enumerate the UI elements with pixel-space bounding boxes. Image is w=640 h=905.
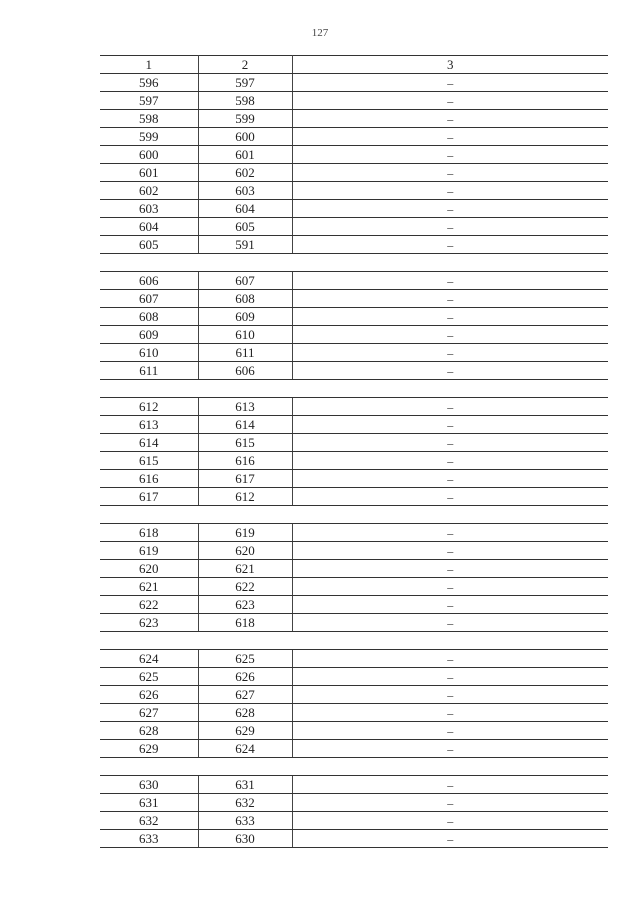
table-cell-col-2: 601 [198,146,292,164]
group-separator [100,506,608,524]
group-separator [100,632,608,650]
table-cell-col-2: 610 [198,326,292,344]
table-cell-col-1: 631 [100,794,198,812]
table-cell-col-1: 602 [100,182,198,200]
table-row [100,686,608,704]
table-row [100,614,608,632]
table-cell-col-1: 604 [100,218,198,236]
separator-cell [100,506,608,524]
table-cell-col-3: – [292,524,608,542]
table-row [100,146,608,164]
table-row [100,452,608,470]
table-cell-col-1: 606 [100,272,198,290]
table-cell-col-3: – [292,794,608,812]
table-cell-col-2: 627 [198,686,292,704]
table-cell-col-1: 630 [100,776,198,794]
table-cell-col-1: 623 [100,614,198,632]
table-cell-col-1: 599 [100,128,198,146]
table-cell-col-3: – [292,362,608,380]
table-cell-col-1: 628 [100,722,198,740]
table-row [100,434,608,452]
table-cell-col-2: 600 [198,128,292,146]
table-row [100,578,608,596]
table-cell-col-2: 611 [198,344,292,362]
table-row [100,272,608,290]
table-cell-col-3: – [292,290,608,308]
table-cell-col-1: 609 [100,326,198,344]
table-row [100,704,608,722]
table-cell-col-3: – [292,164,608,182]
table-cell-col-3: – [292,200,608,218]
table-cell-col-3: – [292,416,608,434]
table-cell-col-3: – [292,542,608,560]
table-cell-col-2: 631 [198,776,292,794]
table-row [100,830,608,848]
table-cell-col-3: – [292,92,608,110]
table-cell-col-1: 608 [100,308,198,326]
table-cell-col-2: 617 [198,470,292,488]
group-separator [100,254,608,272]
table-cell-col-3: – [292,776,608,794]
table-cell-col-1: 615 [100,452,198,470]
table-cell-col-1: 633 [100,830,198,848]
table-header-row [100,56,608,74]
table-row [100,308,608,326]
table-cell-col-3: – [292,812,608,830]
table-cell-col-3: – [292,740,608,758]
table-cell-col-3: – [292,74,608,92]
table-cell-col-3: – [292,596,608,614]
table-cell-col-1: 597 [100,92,198,110]
table-cell-col-1: 627 [100,704,198,722]
table-row [100,722,608,740]
separator-cell [100,758,608,776]
table-cell-col-2: 612 [198,488,292,506]
table-cell-col-3: – [292,560,608,578]
table-cell-col-2: 599 [198,110,292,128]
table-cell-col-1: 607 [100,290,198,308]
table-cell-col-2: 608 [198,290,292,308]
table-cell-col-2: 598 [198,92,292,110]
table-row [100,74,608,92]
table-cell-col-2: 630 [198,830,292,848]
table-cell-col-1: 610 [100,344,198,362]
table-cell-col-1: 618 [100,524,198,542]
table-cell-col-1: 624 [100,650,198,668]
table-row [100,596,608,614]
table-row [100,542,608,560]
table-cell-col-2: 632 [198,794,292,812]
table-cell-col-3: – [292,110,608,128]
table-cell-col-3: – [292,470,608,488]
data-table [100,55,608,848]
table-row [100,812,608,830]
table-cell-col-2: 615 [198,434,292,452]
table-cell-col-2: 606 [198,362,292,380]
table-cell-col-2: 624 [198,740,292,758]
table-cell-col-1: 596 [100,74,198,92]
group-separator [100,758,608,776]
table-cell-col-3: – [292,182,608,200]
table-cell-col-3: – [292,308,608,326]
separator-cell [100,632,608,650]
table-cell-col-2: 603 [198,182,292,200]
table-cell-col-3: – [292,704,608,722]
table-cell-col-2: 607 [198,272,292,290]
table-cell-col-1: 619 [100,542,198,560]
table-cell-col-3: – [292,398,608,416]
table-cell-col-2: 623 [198,596,292,614]
table-cell-col-1: 629 [100,740,198,758]
table-row [100,92,608,110]
table-cell-col-3: – [292,830,608,848]
table-cell-col-1: 614 [100,434,198,452]
table-cell-col-2: 613 [198,398,292,416]
table-body [100,74,608,848]
table-cell-col-1: 601 [100,164,198,182]
table-cell-col-2: 621 [198,560,292,578]
column-header-3: 3 [292,56,608,74]
table-row [100,488,608,506]
table-cell-col-3: – [292,650,608,668]
table-row [100,416,608,434]
table-row [100,470,608,488]
table-cell-col-2: 633 [198,812,292,830]
table-row [100,650,608,668]
table-row [100,398,608,416]
page-number: 127 [311,27,329,39]
table-row [100,164,608,182]
table-row [100,290,608,308]
table-row [100,668,608,686]
table-cell-col-2: 629 [198,722,292,740]
column-header-2: 2 [198,56,292,74]
table-cell-col-2: 616 [198,452,292,470]
table-cell-col-2: 614 [198,416,292,434]
table-cell-col-3: – [292,668,608,686]
table-row [100,110,608,128]
table-cell-col-3: – [292,146,608,164]
table-cell-col-1: 632 [100,812,198,830]
table-cell-col-3: – [292,236,608,254]
table-row [100,326,608,344]
table-row [100,236,608,254]
table-cell-col-3: – [292,488,608,506]
table-row [100,200,608,218]
table-cell-col-2: 628 [198,704,292,722]
table-row [100,560,608,578]
table-cell-col-3: – [292,614,608,632]
table-row [100,344,608,362]
table-cell-col-2: 622 [198,578,292,596]
table-cell-col-2: 602 [198,164,292,182]
table-row [100,128,608,146]
separator-cell [100,254,608,272]
table-row [100,218,608,236]
table-cell-col-1: 605 [100,236,198,254]
table-cell-col-1: 617 [100,488,198,506]
table-cell-col-2: 609 [198,308,292,326]
table-cell-col-2: 591 [198,236,292,254]
table-row [100,776,608,794]
table-cell-col-3: – [292,578,608,596]
table-cell-col-2: 604 [198,200,292,218]
table-cell-col-1: 621 [100,578,198,596]
table-cell-col-2: 619 [198,524,292,542]
table-cell-col-2: 625 [198,650,292,668]
table-cell-col-1: 603 [100,200,198,218]
table-cell-col-2: 605 [198,218,292,236]
table-cell-col-2: 597 [198,74,292,92]
table-cell-col-3: – [292,722,608,740]
table-cell-col-1: 598 [100,110,198,128]
table-cell-col-2: 620 [198,542,292,560]
table-cell-col-1: 611 [100,362,198,380]
table-cell-col-1: 620 [100,560,198,578]
table-row [100,524,608,542]
table-cell-col-3: – [292,344,608,362]
separator-cell [100,380,608,398]
table-cell-col-1: 622 [100,596,198,614]
column-header-1: 1 [100,56,198,74]
table-cell-col-3: – [292,272,608,290]
table-cell-col-2: 618 [198,614,292,632]
table-row [100,740,608,758]
table-row [100,182,608,200]
table-row [100,362,608,380]
table-cell-col-1: 616 [100,470,198,488]
table-cell-col-1: 613 [100,416,198,434]
table-cell-col-1: 612 [100,398,198,416]
table-row [100,794,608,812]
table-cell-col-3: – [292,326,608,344]
table-cell-col-1: 600 [100,146,198,164]
table-cell-col-1: 626 [100,686,198,704]
table-cell-col-3: – [292,452,608,470]
table-cell-col-3: – [292,218,608,236]
table-cell-col-1: 625 [100,668,198,686]
table-cell-col-3: – [292,434,608,452]
table-cell-col-2: 626 [198,668,292,686]
group-separator [100,380,608,398]
table-cell-col-3: – [292,128,608,146]
table-cell-col-3: – [292,686,608,704]
